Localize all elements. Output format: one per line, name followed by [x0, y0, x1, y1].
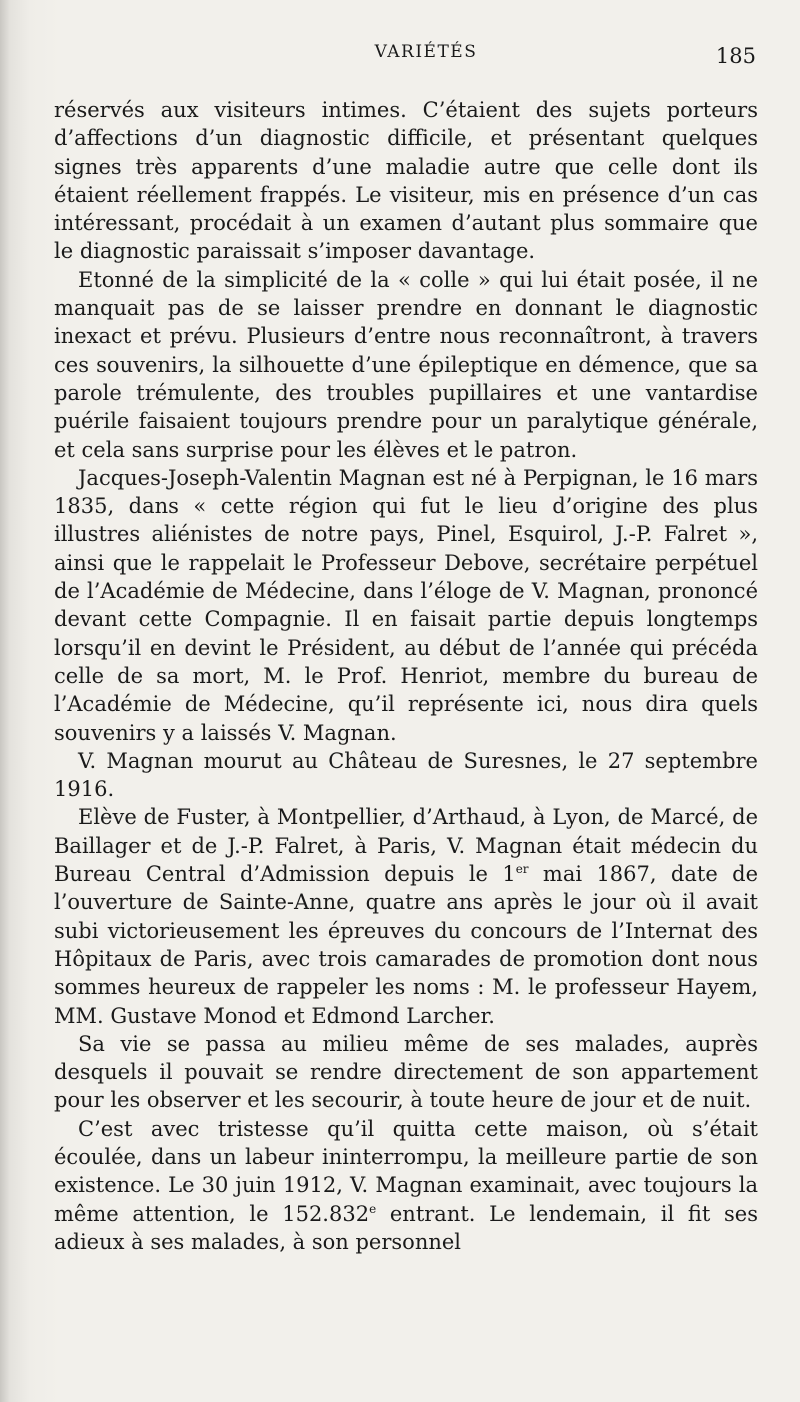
paragraph-7-text-a: C’est avec tristesse qu’il quitta cette maison, où s’était écoulée, dans un labeur ininterrompu, la meilleure partie de son existence. Le 30 juin 1912, V. Magnan examinait, avec toujours la même attention, le 152.832: [54, 1116, 758, 1226]
paragraph-5-text-a: Elève de Fuster, à Montpellier, d’Arthaud, à Lyon, de Marcé, de Baillager et de J.-P. Falret, à Paris, V. Magnan était médecin du Bureau Central d’Admission depuis le 1: [54, 805, 758, 887]
paragraph-6: Sa vie se passa au milieu même de ses malades, auprès desquels il pouvait se rendre directement de son appartement pour les observer et les secourir, à toute heure de jour et de nuit.: [54, 1031, 758, 1113]
paragraph-2: Etonné de la simplicité de la « colle » qui lui était posée, il ne manquait pas de se laisser prendre en donnant le diagnostic inexact et prévu. Plusieurs d’entre nous reconnaîtront, à travers ces souvenirs, la silhouette d’une épileptique en démence, que sa parole trémulente, des troubles pupillaires et une vantardise puérile faisaient toujours prendre pour un paralytique générale, et cela sans surprise pour les élèves et le patron.: [54, 267, 758, 462]
page-number: 185: [715, 44, 756, 68]
paragraph-3: Jacques-Joseph-Valentin Magnan est né à Perpignan, le 16 mars 1835, dans « cette région qui fut le lieu d’origine des plus illustres aliénistes de notre pays, Pinel, Esquirol, J.-P. Falret », ainsi que le rappelait le Professeur Debove, secrétaire perpétuel de l’Académie de Médecine, dans l’éloge de V. Magnan, prononcé devant cette Compagnie. Il en faisait partie depuis longtemps lorsqu’il en devint le Président, au début de l’année qui précéda celle de sa mort, M. le Prof. Henriot, membre du bureau de l’Académie de Médecine, qu’il représente ici, nous dira quels souvenirs y a laissés V. Magnan.: [54, 465, 758, 745]
paragraph-5: [54, 803, 758, 1029]
ordinal-superscript: er: [515, 862, 529, 877]
paragraph-5-text-b: mai 1867, date de l’ouverture de Sainte-Anne, quatre ans après le jour où il avait subi victorieusement les épreuves du concours de l’Internat des Hôpitaux de Paris, avec trois camarades de promotion dont nous sommes heureux de rappeler les noms : M. le professeur Hayem, MM. Gustave Monod et Edmond Larcher.: [54, 862, 759, 1028]
page-header: [54, 0, 758, 96]
running-head: VARIÉTÉS: [374, 42, 478, 62]
paragraph-7: [54, 1115, 758, 1256]
paragraph-7-text-b: entrant. Le lendemain, il fit ses adieux à ses malades, à son personnel: [54, 1201, 759, 1254]
paragraph-1: réservés aux visiteurs intimes. C’étaient des sujets porteurs d’affections d’un diagnostic difficile, et présentant quelques signes très apparents d’une maladie autre que celle dont ils étaient réellement frappés. Le visiteur, mis en présence d’un cas intéressant, procédait à un examen d’autant plus sommaire que le diagnostic paraissait s’imposer davantage.: [54, 98, 758, 264]
paragraph-4: V. Magnan mourut au Château de Suresnes, le 27 septembre 1916.: [54, 748, 758, 802]
body-text: [54, 96, 758, 1256]
ordinal-superscript: e: [369, 1201, 377, 1216]
